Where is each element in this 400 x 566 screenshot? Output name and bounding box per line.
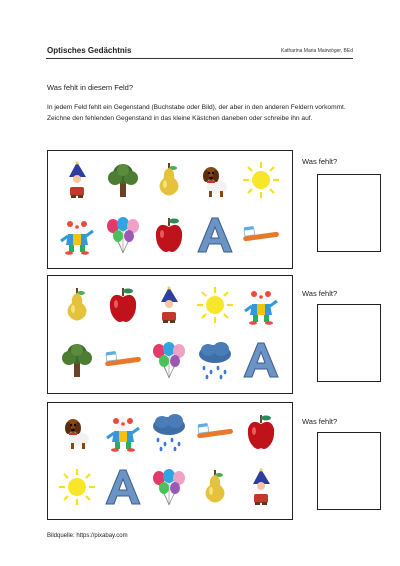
pear-icon: [149, 160, 189, 200]
letter-a-icon: [241, 340, 281, 380]
dog-icon: [57, 412, 97, 452]
panel-3-answer-box[interactable]: [317, 432, 381, 510]
clown-icon: [241, 285, 281, 325]
question: Was fehlt in diesem Feld?: [47, 83, 134, 92]
balloons-icon: [103, 215, 143, 255]
pear-icon: [195, 467, 235, 507]
balloons-icon: [149, 467, 189, 507]
instructions: In jedem Feld fehlt ein Gegenstand (Buchstabe oder Bild), der aber in den anderen Feldern vorkommt. Zeichne den fehlenden Gegenstand in das kleine Kästchen daneben oder schreibe ihn auf.: [47, 104, 346, 122]
cloud-icon: [149, 412, 189, 452]
toothbrush-icon: [103, 340, 143, 380]
pear-icon: [57, 285, 97, 325]
tree-icon: [57, 340, 97, 380]
tree-icon: [103, 160, 143, 200]
gnome-icon: [149, 285, 189, 325]
panel-1-grid: [47, 150, 293, 269]
letter-a-icon: [103, 467, 143, 507]
gnome-icon: [57, 160, 97, 200]
toothbrush-icon: [195, 412, 235, 452]
sun-icon: [195, 285, 235, 325]
panel-1-question: Was fehlt?: [302, 157, 338, 166]
balloons-icon: [149, 340, 189, 380]
clown-icon: [103, 412, 143, 452]
clown-icon: [57, 215, 97, 255]
image-source: Bildquelle: https://pixabay.com: [47, 533, 128, 539]
sun-icon: [57, 467, 97, 507]
apple-icon: [149, 215, 189, 255]
panel-3-question: Was fehlt?: [302, 417, 338, 426]
panel-1-answer-box[interactable]: [317, 174, 381, 252]
author: Katharina Maria Mairwöger, BEd: [281, 48, 353, 54]
apple-icon: [241, 412, 281, 452]
letter-a-icon: [195, 215, 235, 255]
cloud-icon: [195, 340, 235, 380]
panel-2-question: Was fehlt?: [302, 289, 338, 298]
panel-3-grid: [47, 402, 293, 520]
header-divider: [46, 58, 353, 59]
apple-icon: [103, 285, 143, 325]
panel-2-grid: [47, 275, 293, 394]
panel-2-answer-box[interactable]: [317, 304, 381, 382]
toothbrush-icon: [241, 215, 281, 255]
dog-icon: [195, 160, 235, 200]
sun-icon: [241, 160, 281, 200]
page-title: Optisches Gedächtnis: [47, 46, 132, 55]
gnome-icon: [241, 467, 281, 507]
